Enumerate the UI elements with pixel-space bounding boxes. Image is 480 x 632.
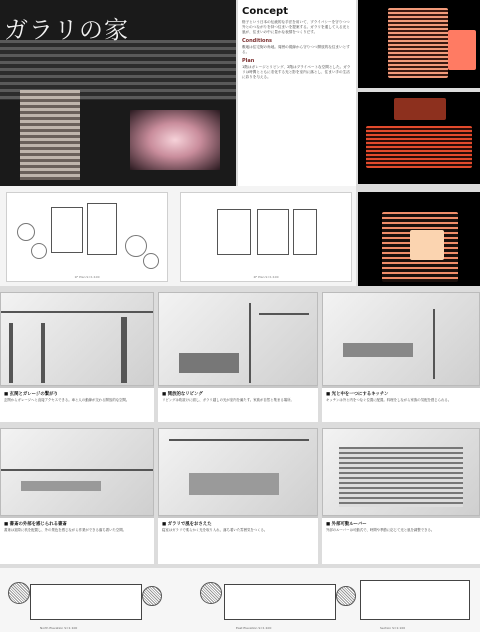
caption-title: ■ ガラリで風をおさえた (162, 522, 212, 527)
caption-title: ■ 書斎の外部を感じられる書斎 (4, 522, 67, 527)
tree-symbol (31, 243, 47, 259)
caption-desc: 書斎は窓際に机を配置し、外の景色を感じながら作業ができる落ち着いた空間。 (4, 528, 127, 532)
caption-kitchen (322, 386, 480, 422)
elevation-east (224, 584, 336, 620)
caption-title: ■ 開放的なリビング (162, 392, 203, 397)
plan-2f (180, 192, 352, 282)
room (51, 207, 83, 253)
elevation-north (30, 584, 142, 620)
elevation-strip (0, 568, 480, 632)
concept-heading: Concept (242, 6, 288, 17)
tree-symbol (17, 223, 35, 241)
caption-title: ■ 玄関とガレージの繋がり (4, 392, 58, 397)
plan-caption: 1F Plan S=1:100 (74, 275, 100, 279)
hero-title: ガラリの家 (4, 16, 129, 44)
plan-caption: 2F Plan S=1:100 (253, 275, 279, 279)
caption-title: ■ 外部可動ルーバー (326, 522, 367, 527)
caption-study (0, 516, 154, 564)
caption-desc: リビングは吹抜けに面し、ガラリ越しの光が室内を満たす。家族が自然と集まる場所。 (162, 398, 294, 402)
elevation-caption: North Elevation S=1:100 (40, 626, 78, 630)
sketch-living (158, 292, 318, 386)
tree-symbol (143, 253, 159, 269)
sketch-louver (322, 428, 480, 516)
plan-text: 1階はガレージとリビング、2階はプライベートな空間とした。ガラリは時間とともに変化する光と影を室内に落とし、住まい手の生活に彩りを与える。 (242, 65, 351, 79)
caption-desc: キッチンは外と内をつなぐ位置に配置。料理をしながら家族の気配を感じられる。 (326, 398, 452, 402)
tree-symbol (200, 582, 222, 604)
sketch-study (0, 428, 154, 516)
caption-garage (0, 386, 154, 422)
model-photo-3 (358, 192, 480, 286)
room (87, 203, 117, 255)
tree-symbol (336, 586, 356, 606)
concept-text: 格子という日本の伝統的な手法を用いて、プライバシーを守りつつ外とのつながりを持つ住まいを提案する。ガラリを通して入る光と風が、住まいの中に豊かな表情をつくりだす。 (242, 20, 350, 34)
caption-desc: 外部のルーバーは可動式で、時間や季節に応じて光と風を調整できる。 (326, 528, 435, 532)
plans-area (0, 186, 356, 286)
tree-symbol (8, 582, 30, 604)
plan-heading: Plan (242, 58, 255, 64)
room (293, 209, 317, 255)
concept-panel (238, 0, 356, 186)
elevation-caption: Section S=1:100 (380, 626, 406, 630)
model-photo-1 (358, 0, 480, 88)
conditions-heading: Conditions (242, 38, 273, 44)
interior-glow (130, 110, 220, 170)
sketch-kitchen (322, 292, 480, 386)
tree-symbol (125, 235, 147, 257)
caption-living (158, 386, 318, 422)
model-photo-2 (358, 92, 480, 184)
plan-1f (6, 192, 168, 282)
caption-bedroom (158, 516, 318, 564)
elevation-caption: East Elevation S=1:100 (236, 626, 272, 630)
caption-desc: 玄関からガレージへと直接アクセスできる。車と人の動線が交わる開放的な空間。 (4, 398, 130, 402)
room (217, 209, 251, 255)
room (257, 209, 289, 255)
hero-rendering (0, 0, 236, 186)
louver-wall (20, 90, 80, 180)
sketch-bedroom (158, 428, 318, 516)
sketch-garage (0, 292, 154, 386)
tree-symbol (142, 586, 162, 606)
section-drawing (360, 580, 470, 620)
conditions-text: 敷地は住宅街の角地。周囲の視線から守りつつ開放的な住まいとする。 (242, 45, 350, 54)
caption-title: ■ 光と中を一つにするキッチン (326, 392, 389, 397)
caption-desc: 寝室はガラリで柔らかく光を取り入れ、落ち着いた雰囲気をつくる。 (162, 528, 268, 532)
caption-louver (322, 516, 480, 564)
